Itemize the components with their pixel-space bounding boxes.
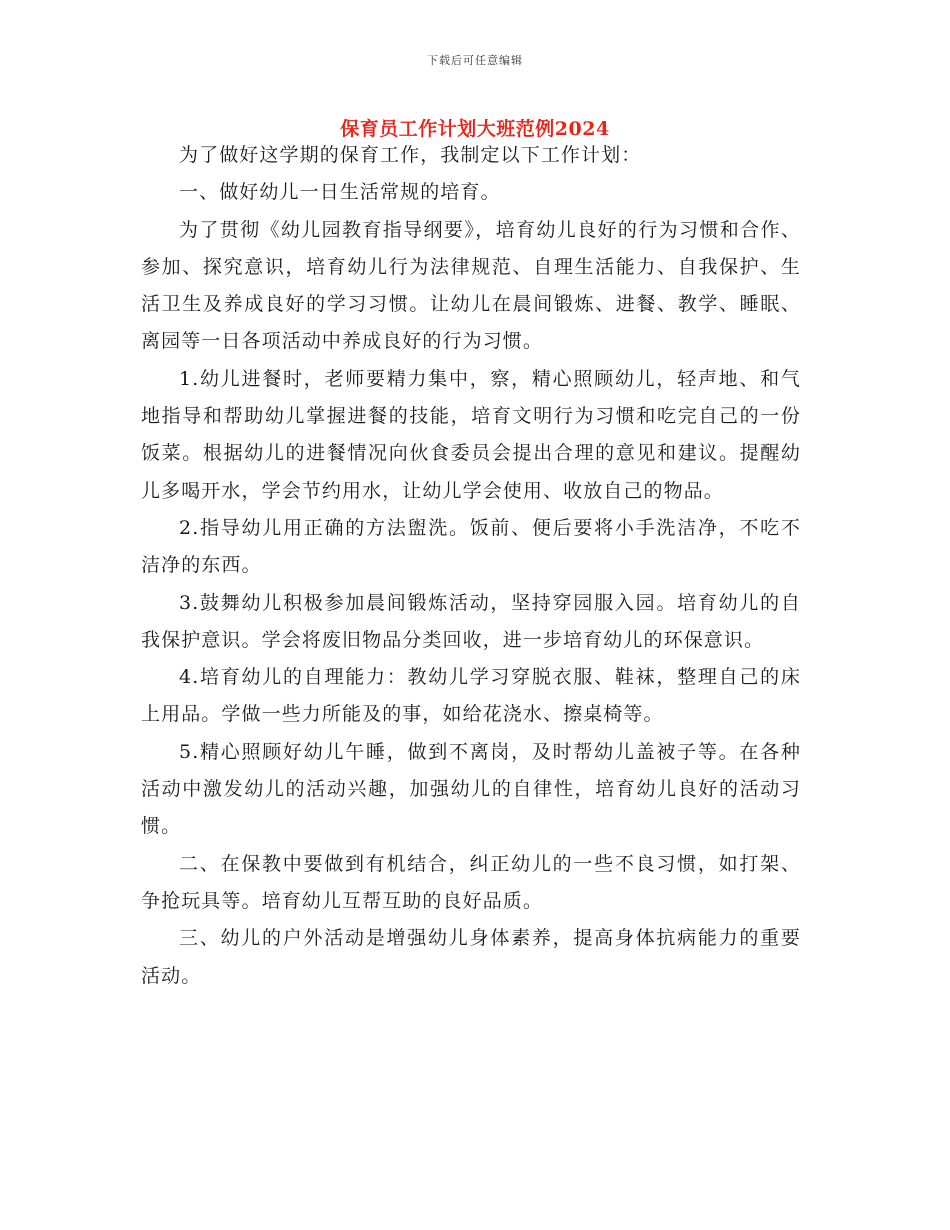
section-heading-1: 一、做好幼儿一日生活常规的培育。 bbox=[179, 181, 501, 204]
document-title: 保育员工作计划大班范例2024 bbox=[340, 118, 610, 140]
page-header-note: 下载后可任意编辑 bbox=[427, 54, 523, 67]
section-2-paragraph: 二、在保教中要做到有机结合，纠正幼儿的一些不良习惯，如打架、争抢玩具等。培育幼儿互帮互助的良好品质。 bbox=[141, 852, 801, 912]
section-3-paragraph: 三、幼儿的户外活动是增强幼儿身体素养，提高身体抗病能力的重要活动。 bbox=[141, 927, 801, 987]
item-4-paragraph: 4.培育幼儿的自理能力：教幼儿学习穿脱衣服、鞋袜，整理自己的床上用品。学做一些力所能及的事，如给花浇水、擦桌椅等。 bbox=[141, 666, 801, 726]
item-2-paragraph: 2.指导幼儿用正确的方法盥洗。饭前、便后要将小手洗洁净，不吃不洁净的东西。 bbox=[141, 516, 801, 577]
document-body bbox=[141, 137, 801, 995]
intro-paragraph: 为了做好这学期的保育工作，我制定以下工作计划： bbox=[179, 144, 642, 166]
item-1-paragraph: 1.幼儿进餐时，老师要精力集中，察，精心照顾幼儿，轻声地、和气地指导和帮助幼儿掌握进餐的技能，培育文明行为习惯和吃完自己的一份饭菜。根据幼儿的进餐情况向伙食委员会提出合理的意见和建议。提醒幼儿多喝开水，学会节约用水，让幼儿学会使用、收放自己的物品。 bbox=[141, 367, 801, 502]
item-5-paragraph: 5.精心照顾好幼儿午睡，做到不离岗，及时帮幼儿盖被子等。在各种活动中激发幼儿的活动兴趣，加强幼儿的自律性，培育幼儿良好的活动习惯。 bbox=[141, 740, 801, 838]
item-3-paragraph: 3.鼓舞幼儿积极参加晨间锻炼活动，坚持穿园服入园。培育幼儿的自我保护意识。学会将废旧物品分类回收，进一步培育幼儿的环保意识。 bbox=[141, 591, 801, 651]
section-1-paragraph: 为了贯彻《幼儿园教育指导纲要》，培育幼儿良好的行为习惯和合作、参加、探究意识，培育幼儿行为法律规范、自理生活能力、自我保护、生活卫生及养成良好的学习习惯。让幼儿在晨间锻炼、进餐、教学、睡眠、离园等一日各项活动中养成良好的行为习惯。 bbox=[141, 218, 801, 353]
